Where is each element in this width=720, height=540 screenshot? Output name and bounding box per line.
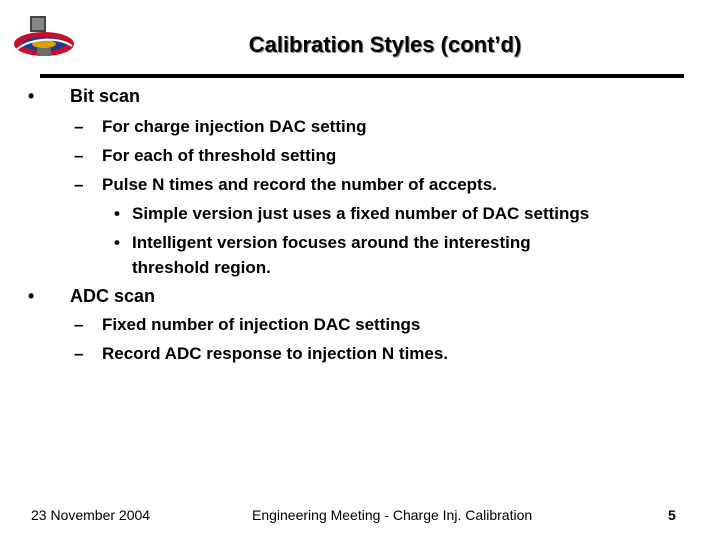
- page-number: 5: [668, 507, 676, 523]
- bullet-marker: •: [28, 86, 35, 106]
- slide-title: Calibration Styles (cont’d): [248, 32, 522, 57]
- footer-date: 23 November 2004: [31, 507, 151, 523]
- dash-marker: –: [74, 117, 84, 136]
- bullet-item: [28, 86, 140, 107]
- sub-sub-bullet-item: [114, 204, 589, 224]
- bullet-marker: •: [114, 204, 120, 223]
- sub-sub-bullet-item: [114, 233, 531, 253]
- sub-bullet-text: Record ADC response to injection N times.: [102, 344, 449, 363]
- sub-bullet-text: Fixed number of injection DAC settings: [102, 315, 421, 334]
- sub-sub-bullet-text: Intelligent version focuses around the interesting: [132, 233, 531, 252]
- title-underline: [40, 74, 684, 78]
- sub-bullet-item: [74, 315, 420, 335]
- sub-bullet-item: [74, 146, 336, 166]
- sub-bullet-item: [74, 117, 366, 137]
- bullet-marker: •: [28, 286, 35, 306]
- sub-sub-bullet-text: Simple version just uses a fixed number of DAC settings: [132, 204, 590, 223]
- sub-sub-bullet-text: threshold region.: [132, 258, 271, 277]
- sub-bullet-text: Pulse N times and record the number of accepts.: [102, 175, 497, 194]
- bullet-marker: •: [114, 233, 120, 252]
- bullet-item: [28, 286, 155, 307]
- dash-marker: –: [74, 175, 84, 194]
- sub-bullet-item: [74, 175, 497, 195]
- bullet-text: ADC scan: [70, 286, 156, 306]
- dash-marker: –: [74, 146, 84, 165]
- footer-event: Engineering Meeting - Charge Inj. Calibration: [252, 507, 533, 523]
- collaboration-logo-icon: [10, 12, 78, 66]
- sub-bullet-item: [74, 344, 448, 364]
- sub-bullet-text: For each of threshold setting: [102, 146, 337, 165]
- sub-bullet-text: For charge injection DAC setting: [102, 117, 367, 136]
- sub-sub-bullet-continuation: [132, 258, 271, 278]
- dash-marker: –: [74, 315, 84, 334]
- bullet-text: Bit scan: [70, 86, 141, 106]
- dash-marker: –: [74, 344, 84, 363]
